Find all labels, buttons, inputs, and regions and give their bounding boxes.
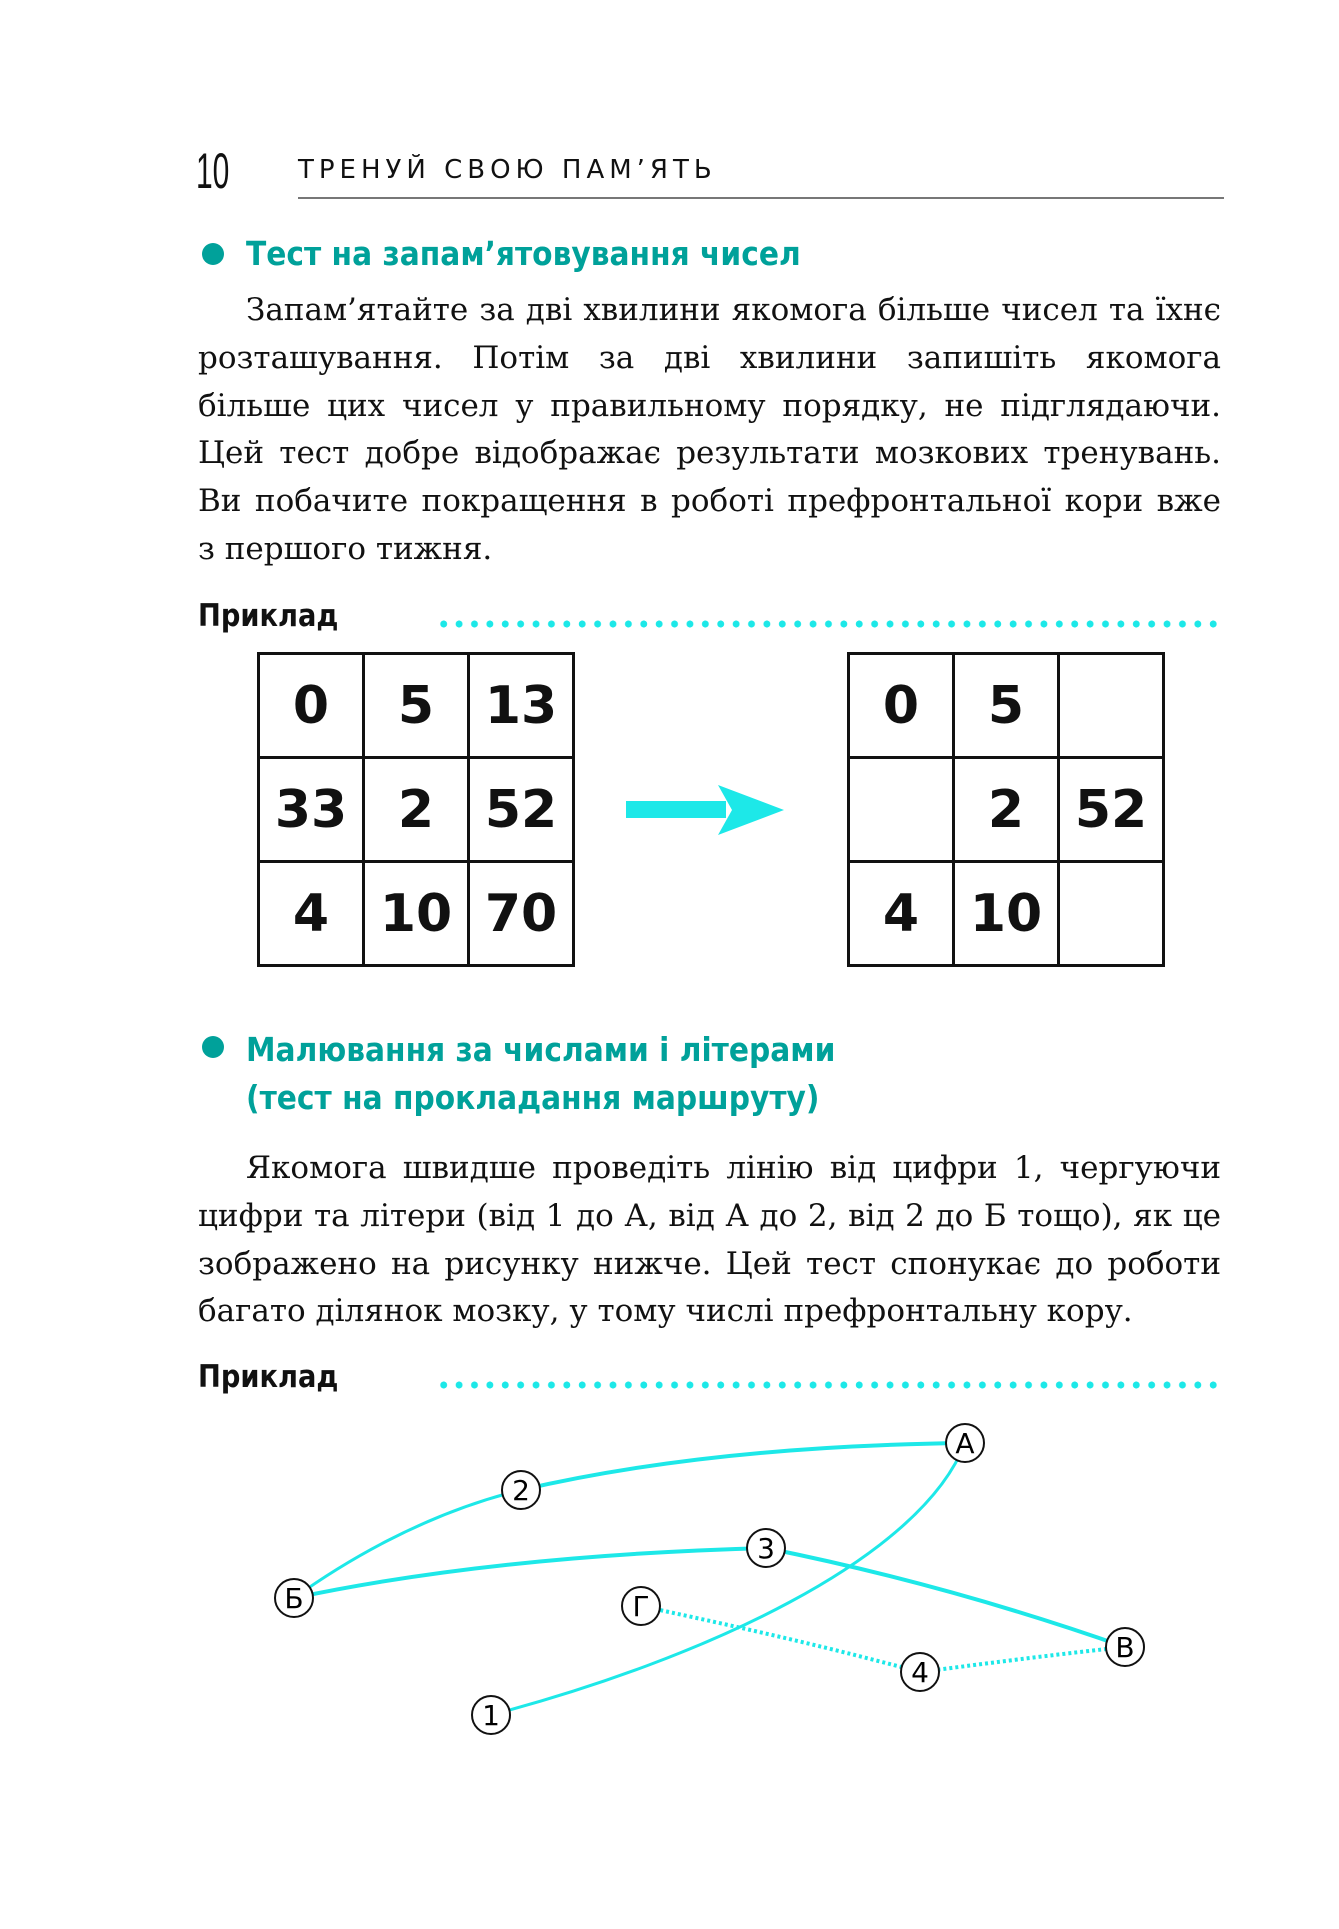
route-segment	[294, 1548, 766, 1598]
route-node-label: А	[955, 1427, 975, 1460]
route-node	[275, 1579, 313, 1617]
route-segment	[294, 1490, 521, 1598]
route-node	[747, 1529, 785, 1567]
route-node	[901, 1653, 939, 1691]
grid-cell: 52	[469, 758, 574, 862]
grid-cell: 10	[364, 862, 469, 966]
section2-title-line1: Малювання за числами і літерами	[246, 1030, 836, 1069]
route-node	[472, 1696, 510, 1734]
grid-cell: 0	[259, 654, 364, 758]
route-node-label: 3	[757, 1532, 775, 1565]
running-title: ТРЕНУЙ СВОЮ ПАМ’ЯТЬ	[298, 155, 717, 185]
section2-paragraph: Якомога швидше проведіть лінію від цифри 1, чергуючи цифри та літери (від 1 до А, від А до 2, від 2 до Б тощо), як це зображено на рисунку нижче. Цей тест спонукає до роботи багато ділянок мозку, у тому числі префронтальну кору.	[198, 1150, 1221, 1330]
example-label-2: Приклад	[198, 1359, 339, 1395]
grid-cell: 10	[954, 862, 1059, 966]
route-node-label: В	[1115, 1631, 1135, 1664]
grid-cell: 5	[364, 654, 469, 758]
section2-title-line2: (тест на прокладання маршруту)	[246, 1078, 820, 1117]
route-node-label: 2	[512, 1474, 530, 1507]
section1-title: Тест на запам’ятовування чисел	[246, 234, 801, 273]
route-node-label: 1	[482, 1699, 500, 1732]
example-label-1: Приклад	[198, 598, 339, 634]
route-node-label: Б	[284, 1582, 304, 1615]
grid-cell: 2	[364, 758, 469, 862]
section1-paragraph: Запам’ятайте за дві хвилини якомога більше чисел та їхнє розташування. Потім за дві хвилини запишіть якомога більше цих чисел у правильному порядку, не підглядаючи. Цей тест добре відображає результати мозкових тренувань. Ви побачите покращення в роботі префронтальної кори вже з першого тижня.	[198, 292, 1221, 567]
grid-cell: 2	[954, 758, 1059, 862]
grid-cell: 33	[259, 758, 364, 862]
route-node	[1106, 1628, 1144, 1666]
route-segment	[766, 1548, 1125, 1647]
route-node-label: 4	[911, 1656, 929, 1689]
route-segment	[920, 1647, 1125, 1672]
route-node	[502, 1471, 540, 1509]
route-node	[946, 1424, 984, 1462]
grid-cell: 4	[849, 862, 954, 966]
grid-cell: 5	[954, 654, 1059, 758]
grid-cell: 13	[469, 654, 574, 758]
grid-cell: 52	[1059, 758, 1164, 862]
grid-cell: 4	[259, 862, 364, 966]
page-number: 10	[196, 143, 230, 199]
route-segment	[521, 1443, 965, 1490]
grid-cell: 0	[849, 654, 954, 758]
route-segment	[641, 1606, 920, 1672]
route-node	[622, 1587, 660, 1625]
route-node-label: Г	[632, 1590, 650, 1623]
grid-cell: 70	[469, 862, 574, 966]
